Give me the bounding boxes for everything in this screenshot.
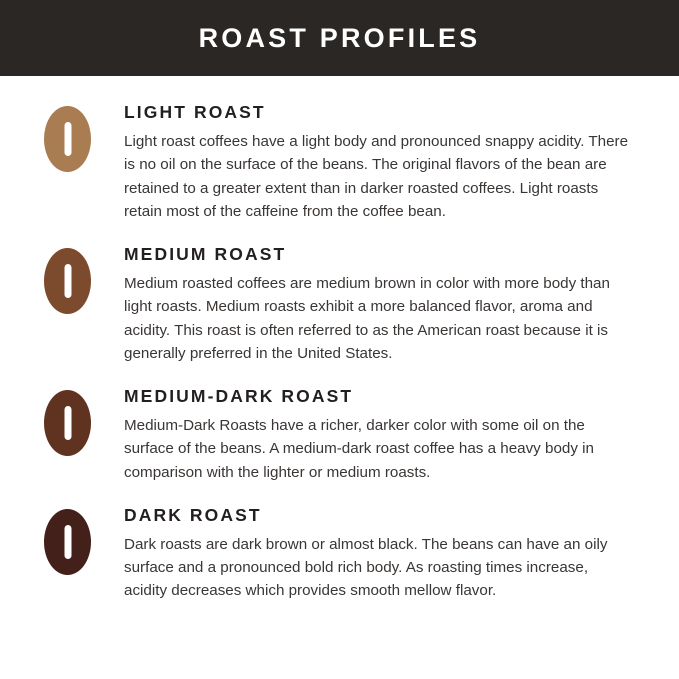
- page-title: ROAST PROFILES: [198, 22, 481, 53]
- header-bar: [0, 0, 679, 76]
- roast-name: MEDIUM-DARK ROAST: [124, 386, 354, 406]
- roast-name: DARK ROAST: [124, 504, 262, 525]
- roast-description: Medium roasted coffees are medium brown in color with more body than light roasts. Medium roasts exhibit a more balanced flavor, aroma and acidity. This roast is often referred to as the American roast because it is generally preferred in the United States.: [124, 275, 610, 362]
- coffee-bean-icon: [44, 390, 91, 456]
- list-item: [44, 505, 635, 603]
- roast-name: MEDIUM ROAST: [124, 244, 287, 264]
- roast-description: Dark roasts are dark brown or almost black. The beans can have an oily surface and a pronounced bold rich body. As roasting times increase, acidity decreases which provides smooth mellow flavor.: [124, 535, 608, 600]
- roast-text-block: [122, 244, 635, 365]
- roast-description: Light roast coffees have a light body and pronounced snappy acidity. There is no oil on the surface of the beans. The original flavors of the bean are retained to a greater extent than in darker roasted coffees. Light roasts retain most of the caffeine from the coffee bean.: [124, 133, 629, 220]
- coffee-bean-icon: [44, 248, 91, 314]
- roast-description: Medium-Dark Roasts have a richer, darker color with some oil on the surface of the beans. A medium-dark roast coffee has a heavy body in comparison with the lighter or medium roasts.: [124, 417, 594, 481]
- coffee-bean-icon: [44, 106, 91, 172]
- roast-text-block: [122, 386, 635, 484]
- list-item: [44, 102, 635, 223]
- bean-icon-wrap: [44, 102, 122, 172]
- bean-icon-wrap: [44, 505, 122, 575]
- list-item: [44, 386, 635, 484]
- list-item: [44, 244, 635, 365]
- roast-name: LIGHT ROAST: [124, 102, 266, 122]
- roast-text-block: [122, 505, 635, 603]
- coffee-bean-icon: [44, 509, 91, 575]
- roast-text-block: [122, 102, 635, 223]
- bean-icon-wrap: [44, 386, 122, 456]
- roast-list: [0, 76, 679, 603]
- bean-icon-wrap: [44, 244, 122, 314]
